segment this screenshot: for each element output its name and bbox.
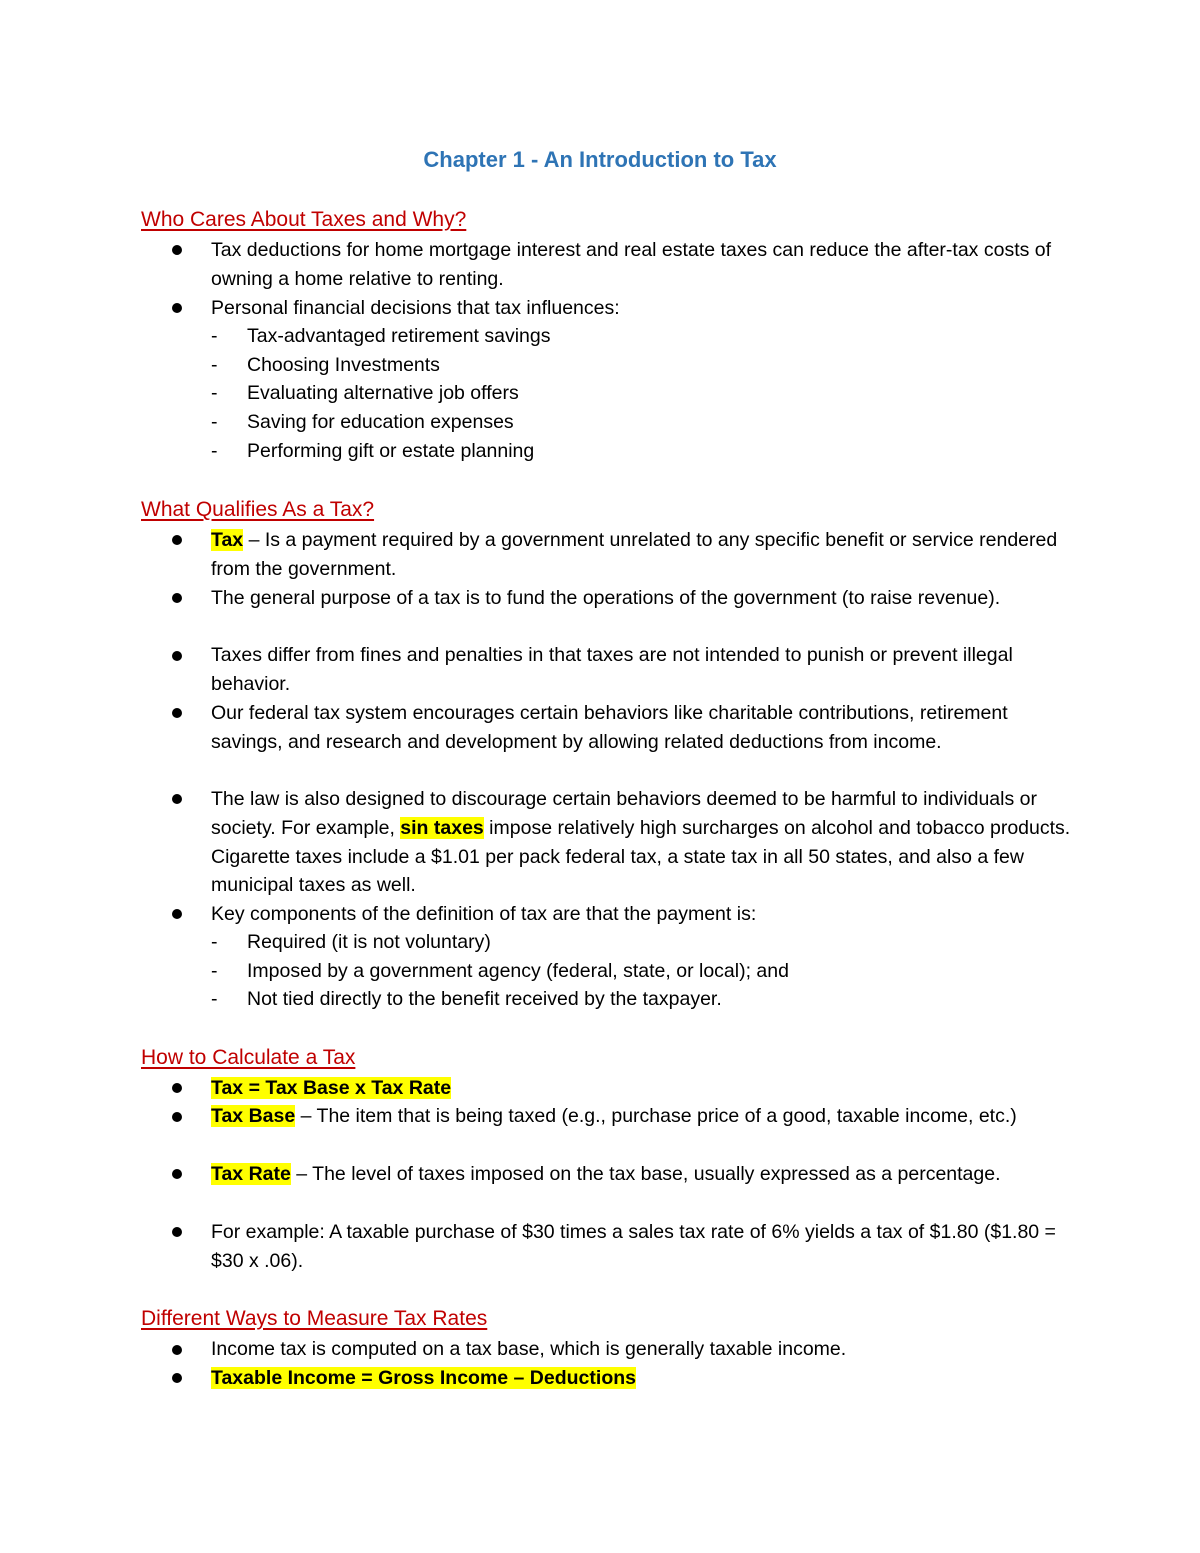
list-item: For example: A taxable purchase of $30 times a sales tax rate of 6% yields a tax of $1.80 ($1.80 = $30 x .06). [211, 1221, 1056, 1272]
list-item [211, 785, 1071, 900]
bullet-icon [172, 1227, 182, 1237]
sub-list-item: Not tied directly to the benefit received by the taxpayer. [247, 988, 722, 1010]
sub-list-item: Performing gift or estate planning [247, 440, 535, 462]
list-item: Taxes differ from fines and penalties in that taxes are not intended to punish or prevent illegal behavior. [211, 644, 1013, 695]
list-item: Our federal tax system encourages certain behaviors like charitable contributions, retirement savings, and research and development by allowing related deductions from income. [211, 702, 1008, 753]
highlighted-term: Tax Base [211, 1105, 296, 1127]
bullet-icon [172, 1345, 182, 1355]
dash-icon: - [211, 382, 218, 404]
sub-list-item: Evaluating alternative job offers [247, 382, 519, 404]
list-item [211, 1160, 1071, 1189]
bullet-icon [172, 708, 182, 718]
sub-list-item: Saving for education expenses [247, 411, 514, 433]
bullet-icon [172, 794, 182, 804]
list-item: Income tax is computed on a tax base, which is generally taxable income. [211, 1338, 847, 1360]
dash-icon: - [211, 411, 218, 433]
list-item-text: – Is a payment required by a government unrelated to any specific benefit or service rendered from the government. [211, 529, 1058, 580]
dash-icon: - [211, 988, 218, 1010]
sub-list-item: Tax-advantaged retirement savings [247, 325, 551, 347]
bullet-icon [172, 245, 182, 255]
list-item-text: – The item that is being taxed (e.g., purchase price of a good, taxable income, etc.) [295, 1105, 1017, 1127]
bullet-icon [172, 303, 182, 313]
section-heading-who-cares: Who Cares About Taxes and Why? [141, 208, 467, 231]
sub-list-item: Choosing Investments [247, 354, 440, 376]
list-item: Personal financial decisions that tax influences: [211, 297, 620, 319]
bullet-icon [172, 1373, 182, 1383]
section-heading-measure-rates: Different Ways to Measure Tax Rates [141, 1307, 488, 1330]
section-heading-what-qualifies: What Qualifies As a Tax? [141, 498, 375, 521]
dash-icon: - [211, 354, 218, 376]
list-item-text: – The level of taxes imposed on the tax base, usually expressed as a percentage. [290, 1163, 1001, 1185]
bullet-icon [172, 1112, 182, 1122]
bullet-icon [172, 593, 182, 603]
dash-icon: - [211, 440, 218, 462]
list-item: The general purpose of a tax is to fund the operations of the government (to raise revenue). [211, 587, 1001, 609]
highlighted-formula: Taxable Income = Gross Income – Deductions [211, 1367, 636, 1389]
highlighted-formula: Tax = Tax Base x Tax Rate [211, 1077, 452, 1099]
sub-list-item: Required (it is not voluntary) [247, 931, 491, 953]
list-item: Key components of the definition of tax are that the payment is: [211, 903, 757, 925]
bullet-icon [172, 1169, 182, 1179]
list-item: Tax deductions for home mortgage interest and real estate taxes can reduce the after-tax costs of owning a home relative to renting. [211, 239, 1052, 290]
list-item [211, 1102, 1071, 1131]
bullet-icon [172, 651, 182, 661]
bullet-icon [172, 909, 182, 919]
highlighted-term: sin taxes [400, 816, 484, 839]
list-item-text: The law is also designed to discourage certain behaviors deemed to be harmful to individuals or society. For example, [211, 788, 1037, 839]
highlighted-term: Tax Rate [211, 1163, 291, 1185]
list-item-text: impose relatively high surcharges on alcohol and tobacco products. Cigarette taxes include a $1.01 per pack federal tax, a state tax in all 50 states, and also a few municipal taxes as well. [211, 816, 1071, 897]
dash-icon: - [211, 931, 218, 953]
highlighted-term: Tax [211, 529, 244, 551]
dash-icon: - [211, 960, 218, 982]
chapter-title: Chapter 1 - An Introduction to Tax [423, 147, 777, 172]
dash-icon: - [211, 325, 218, 347]
bullet-icon [172, 535, 182, 545]
list-item [211, 1074, 1071, 1103]
sub-list-item: Imposed by a government agency (federal, state, or local); and [247, 960, 789, 982]
list-item [211, 1364, 1071, 1393]
bullet-icon [172, 1083, 182, 1093]
list-item [211, 526, 1071, 584]
section-heading-how-to-calculate: How to Calculate a Tax [141, 1046, 356, 1069]
